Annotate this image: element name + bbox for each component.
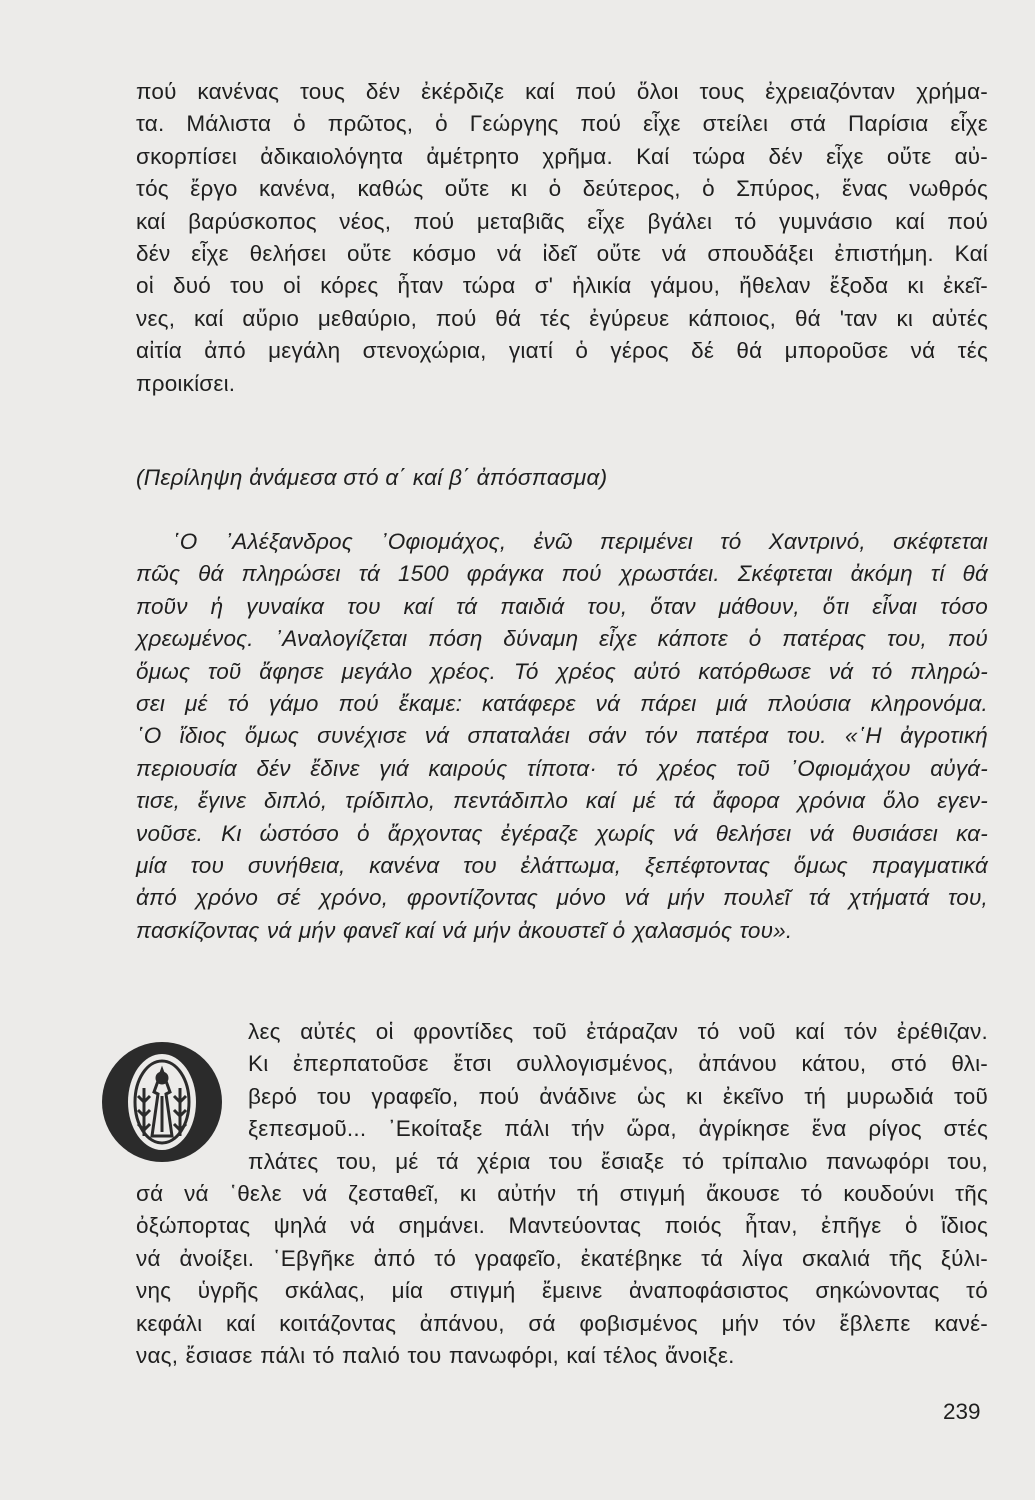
- paragraph-1: [136, 76, 988, 400]
- text-line: νας, ἔσιασε πάλι τό παλιό του πανωφόρι, καί τέλος ἄνοιξε.: [136, 1342, 735, 1368]
- summary-paragraph: [136, 526, 988, 947]
- text-line: τα. Μάλιστα ὁ πρῶτος, ὁ Γεώργης πού εἶχε στείλει στά Παρίσια εἶχε: [136, 111, 988, 137]
- text-line: πασκίζοντας νά μήν φανεῖ καί νά μήν ἀκουστεῖ ὁ χαλασμός του».: [136, 917, 793, 943]
- text-line: οἱ δυό του οἱ κόρες ἦταν τώρα σ' ἡλικία γάμου, ἤθελαν ἔξοδα κι ἐκεῖ-: [136, 273, 988, 299]
- text-line: Κι ἐπερπατοῦσε ἔτσι συλλογισμένος, ἀπάνου κάτου, στό θλι-: [248, 1051, 988, 1077]
- text-line: νες, καί αὔριο μεθαύριο, πού θά τές ἐγύρευε κάποιος, θά 'ταν κι αὐτές: [136, 305, 988, 331]
- text-line: πῶς θά πληρώσει τά 1500 φράγκα πού χρωστάει. Σκέφτεται ἀκόμη τί θά: [136, 561, 988, 587]
- text-line: νης ὑγρῆς σκάλας, μία στιγμή ἔμεινε ἀναποφάσιστος σηκώνοντας τό: [136, 1278, 988, 1304]
- text-line: δέν εἶχε θελήσει οὔτε κόσμο νά ἰδεῖ οὔτε νά σπουδάξει ἐπιστήμη. Καί: [136, 240, 988, 266]
- text-line: τισε, ἔγινε διπλό, τρίδιπλο, πεντάδιπλο καί μέ τά ἄφορα χρόνια ὅλο εγεν-: [136, 788, 988, 814]
- text-line: ὅμως τοῦ ἄφησε μεγάλο χρέος. Τό χρέος αὐτό κατόρθωσε νά τό πληρώ-: [136, 658, 988, 684]
- text-line: ξεπεσμοῦ... ᾿Εκοίταξε πάλι τήν ὥρα, ἀγρίκησε ἕνα ρίγος στές: [248, 1116, 988, 1142]
- text-line: τός ἔργο κανένα, καθώς οὔτε κι ὁ δεύτερος, ὁ Σπύρος, ἕνας νωθρός: [136, 176, 988, 202]
- text-line: ὀξώπορτας ψηλά νά σημάνει. Μαντεύοντας ποιός ἦταν, ἐπῆγε ὁ ἴδιος: [136, 1213, 988, 1239]
- text-line: νοῦσε. Κι ὡστόσο ὁ ἄρχοντας ἐγέραζε χωρίς νά θελήσει νά θυσιάσει κα-: [136, 820, 988, 846]
- text-line: ἀπό χρόνο σέ χρόνο, φροντίζοντας μόνο νά μήν πουλεῖ τά χτήματά του,: [136, 885, 988, 911]
- summary-heading: (Περίληψη ἀνάμεσα στό α΄ καί β΄ ἀπόσπασμα): [136, 465, 608, 490]
- text-line: περιουσία δέν ἔδινε γιά καιρούς τίποτα· τό χρέος τοῦ ᾿Οφιομάχου αὐγά-: [136, 755, 988, 781]
- text-line: πλάτες του, μέ τά χέρια του ἔσιαξε τό τρίπαλιο πανωφόρι του,: [248, 1148, 988, 1174]
- text-line: κεφάλι καί κοιτάζοντας ἀπάνου, σά φοβισμένος μήν τόν ἔβλεπε κανέ-: [136, 1310, 988, 1336]
- text-line: μία του συνήθεια, κανένα του ἐλάττωμα, ξεπέφτοντας ὅμως πραγματικά: [136, 852, 988, 878]
- page-number: 239: [943, 1399, 981, 1424]
- text-line: σκορπίσει ἀδικαιολόγητα ἀμέτρητο χρῆμα. Καί τώρα δέν εἶχε οὔτε αὐ-: [136, 143, 988, 169]
- text-line: λες αὐτές οἱ φροντίδες τοῦ ἐτάραζαν τό νοῦ καί τόν ἐρέθιζαν.: [248, 1019, 988, 1044]
- text-line: προικίσει.: [136, 370, 236, 396]
- text-line: ποῦν ἡ γυναίκα του καί τά παιδιά του, ὅταν μάθουν, ὅτι εἶναι τόσο: [136, 593, 988, 619]
- text-line: καί βαρύσκοπος νέος, πού μεταβιᾶς εἶχε βγάλει τό γυμνάσιο καί πού: [136, 208, 988, 234]
- text-line: νά ἀνοίξει. ῾Εβγῆκε ἀπό τό γραφεῖο, ἐκατέβηκε τά λίγα σκαλιά τῆς ξύλι-: [136, 1245, 988, 1271]
- text-line: βερό του γραφεῖο, πού ἀνάδινε ὡς κι ἐκεῖνο τή μυρωδιά τοῦ: [248, 1083, 988, 1109]
- text-line: χρεωμένος. ᾿Αναλογίζεται πόση δύναμη εἶχε κάποτε ὁ πατέρας του, πού: [136, 626, 988, 652]
- text-line: ῾Ο ᾿Αλέξανδρος ᾿Οφιομάχος, ἐνῶ περιμένει τό Χαντρινό, σκέφτεται: [172, 529, 988, 554]
- text-line: πού κανένας τους δέν ἐκέρδιζε καί πού ὅλοι τους ἐχρειαζόνταν χρήμα-: [136, 79, 988, 104]
- text-line: ῾Ο ἴδιος ὅμως συνέχισε νά σπαταλάει σάν τόν πατέρα του. «῾Η ἀγροτική: [136, 723, 988, 749]
- text-line: σει μέ τό γάμο πού ἔκαμε: κατάφερε νά πάρει μιά πλούσια κληρονόμα.: [136, 690, 988, 716]
- text-line: σά νά ῾θελε νά ζεσταθεῖ, κι αὐτήν τή στιγμή ἄκουσε τό κουδούνι τῆς: [136, 1180, 988, 1206]
- text-line: αἰτία ἀπό μεγάλη στενοχώρια, γιατί ὁ γέρος δέ θά μποροῦσε νά τές: [136, 338, 988, 364]
- paragraph-3: [136, 1016, 988, 1372]
